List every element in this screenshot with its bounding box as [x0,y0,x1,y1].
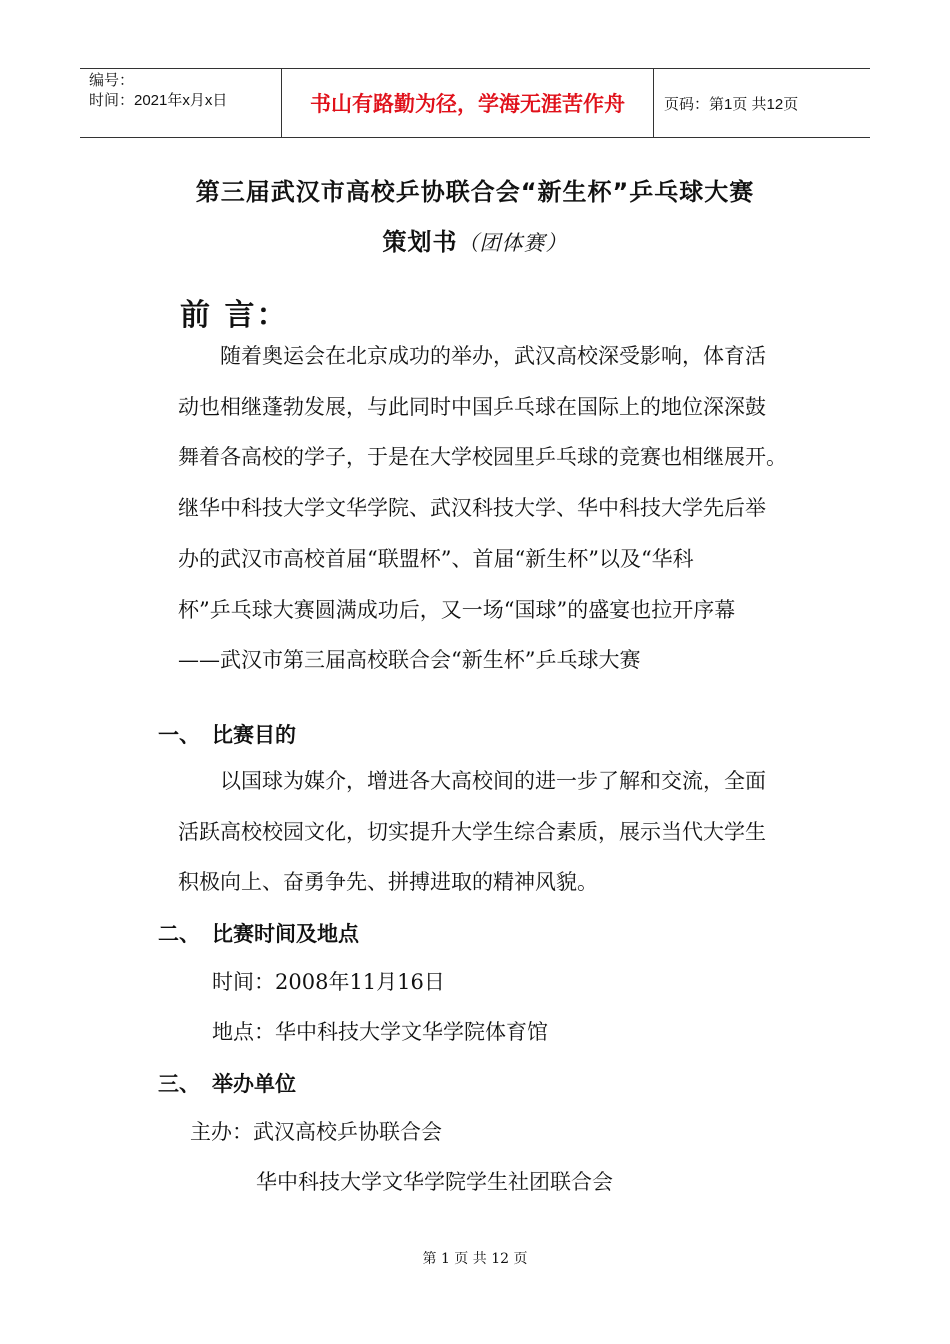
paragraph-line: 杯”乒乓球大赛圆满成功后，又一场“国球”的盛宴也拉开序幕 [178,597,736,622]
paragraph-line: 活跃高校校园文化，切实提升大学生综合素质，展示当代大学生 [178,819,766,844]
document-time-label: 时间：2021年x月x日 [89,92,228,109]
purpose-paragraph [178,756,818,908]
paragraph-line: 继华中科技大学文华学院、武汉科技大学、华中科技大学先后举 [178,496,766,521]
paragraph-line: ——武汉市第三届高校联合会“新生杯”乒乓球大赛 [178,648,641,673]
paragraph-line: 动也相继蓬勃发展，与此同时中国乒乓球在国际上的地位深深鼓 [178,394,766,419]
paragraph-line: 以国球为媒介，增进各大高校间的进一步了解和交流，全面 [178,769,766,793]
document-title-main: 策划书 [382,228,458,256]
section-title: 举办单位 [212,1072,296,1096]
section-number: 一、 [158,723,200,747]
section-title: 比赛目的 [212,723,296,747]
page-footer: 第 1 页 共 12 页 [422,1251,528,1267]
organizer-host-2: 华中科技大学文华学院学生社团联合会 [256,1170,613,1194]
paragraph-line: 办的武汉市高校首届“联盟杯”、首届“新生杯”以及“华科 [178,546,694,571]
preface-paragraph [178,331,818,686]
event-place: 地点：华中科技大学文华学院体育馆 [212,1020,548,1044]
event-time: 时间：2008年11月16日 [212,970,445,994]
section-number: 二、 [158,922,200,946]
section-title: 比赛时间及地点 [212,922,359,946]
header-info [80,69,282,137]
paragraph-line: 舞着各高校的学子，于是在大学校园里乒乓球的竞赛也相继展开。 [178,445,787,470]
section-heading-organizers [158,1068,296,1098]
paragraph-line: 积极向上、奋勇争先、拼搏进取的精神风貌。 [178,870,598,895]
preface-heading: 前 言： [180,298,289,333]
document-title: 第三届武汉市高校乒协联合会“新生杯”乒乓球大赛 [195,178,755,206]
document-title-line2 [0,222,950,257]
section-heading-time-place [158,918,359,948]
document-number-label: 编号： [89,72,135,89]
section-heading-purpose [158,719,296,749]
header-motto: 书山有路勤为径，学海无涯苦作舟 [282,69,654,137]
document-title-subtitle: （团体赛） [457,231,568,255]
paragraph-line: 随着奥运会在北京成功的举办，武汉高校深受影响，体育活 [178,344,766,368]
organizer-host: 主办：武汉高校乒协联合会 [190,1120,442,1144]
header-page-code: 页码：第1页 共12页 [664,95,799,113]
document-header [80,68,870,138]
section-number: 三、 [158,1072,200,1096]
